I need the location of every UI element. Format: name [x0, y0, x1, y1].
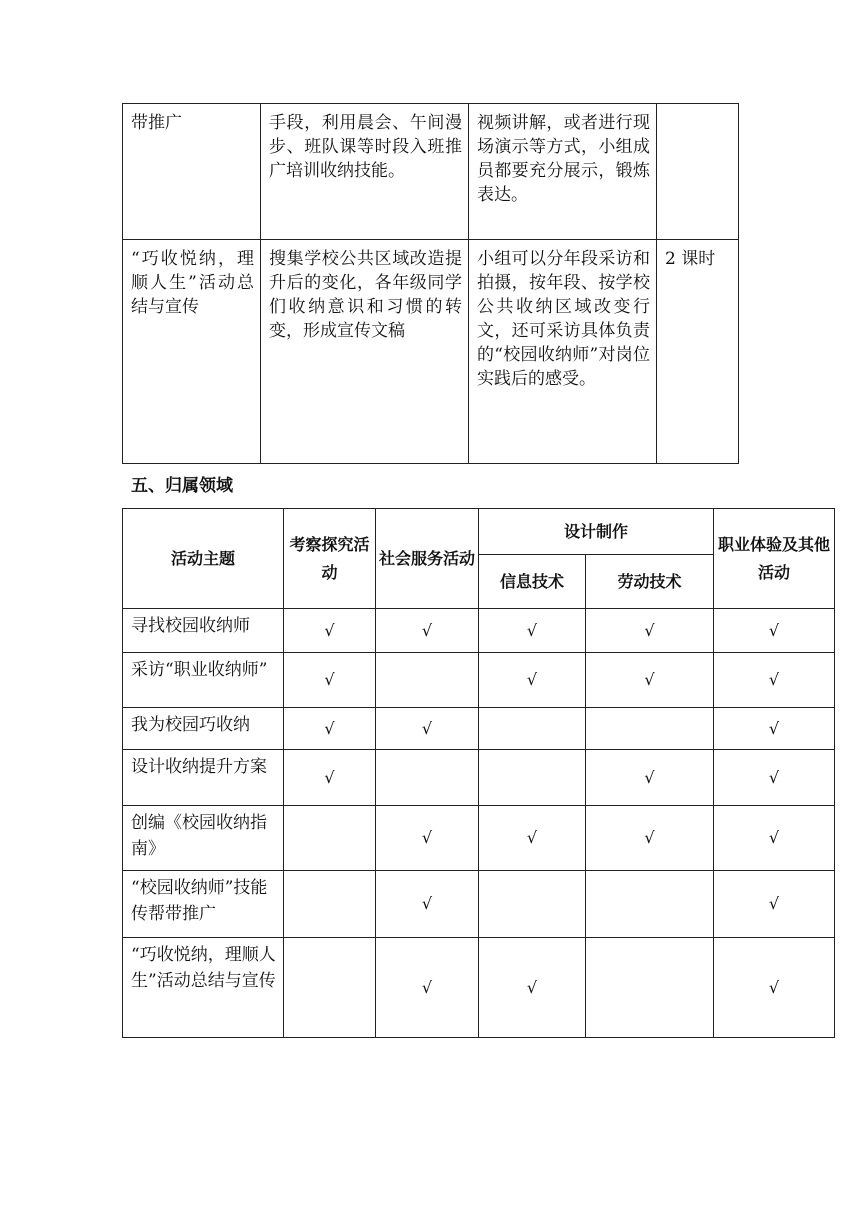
activity-plan-table: [122, 103, 739, 464]
header-info-tech: 信息技术: [479, 555, 586, 609]
check-mark-explore: √: [284, 750, 376, 806]
domain-row: [123, 806, 835, 871]
check-mark-career: √: [714, 653, 835, 708]
check-mark-labor-tech: √: [586, 750, 714, 806]
check-mark-service: √: [376, 871, 479, 938]
domain-row-topic: 采访“职业收纳师”: [123, 653, 284, 708]
check-mark-career: √: [714, 750, 835, 806]
check-mark-info-tech: [479, 750, 586, 806]
check-mark-career: √: [714, 609, 835, 653]
plan-activity-hours: [657, 104, 739, 240]
check-mark-labor-tech: √: [586, 653, 714, 708]
check-mark-info-tech: [479, 871, 586, 938]
section-heading: 五、归属领域: [131, 476, 233, 496]
plan-activity-name: “巧收悦纳，理顺人生”活动总结与宣传: [123, 240, 261, 464]
plan-activity-method: 小组可以分年段采访和拍摄，按年段、按学校公共收纳区域改变行文，还可采访具体负责的“校园收纳师”对岗位实践后的感受。: [469, 240, 657, 464]
check-mark-service: √: [376, 708, 479, 750]
domain-row-topic: 寻找校园收纳师: [123, 609, 284, 653]
check-mark-career: √: [714, 871, 835, 938]
domain-row: [123, 708, 835, 750]
check-mark-labor-tech: √: [586, 806, 714, 871]
check-mark-service: √: [376, 609, 479, 653]
check-mark-service: √: [376, 938, 479, 1038]
domain-row: [123, 609, 835, 653]
check-mark-explore: [284, 806, 376, 871]
check-mark-info-tech: √: [479, 938, 586, 1038]
check-mark-explore: √: [284, 609, 376, 653]
plan-row: [123, 240, 739, 464]
check-mark-labor-tech: [586, 938, 714, 1038]
check-mark-labor-tech: √: [586, 609, 714, 653]
plan-activity-method: 视频讲解，或者进行现场演示等方式，小组成员都要充分展示，锻炼表达。: [469, 104, 657, 240]
domain-row: [123, 750, 835, 806]
plan-activity-name: 带推广: [123, 104, 261, 240]
plan-row: [123, 104, 739, 240]
domain-row-topic: “巧收悦纳，理顺人生”活动总结与宣传: [123, 938, 284, 1038]
check-mark-career: √: [714, 938, 835, 1038]
header-design: 设计制作: [479, 509, 714, 555]
check-mark-info-tech: [479, 708, 586, 750]
check-mark-service: √: [376, 806, 479, 871]
plan-activity-hours: 2 课时: [657, 240, 739, 464]
header-career: 职业体验及其他活动: [714, 509, 835, 609]
check-mark-labor-tech: [586, 871, 714, 938]
domain-row-topic: “校园收纳师”技能传帮带推广: [123, 871, 284, 938]
check-mark-labor-tech: [586, 708, 714, 750]
check-mark-info-tech: √: [479, 609, 586, 653]
check-mark-service: [376, 653, 479, 708]
check-mark-explore: √: [284, 653, 376, 708]
domain-row: [123, 871, 835, 938]
plan-activity-content: 搜集学校公共区域改造提升后的变化，各年级同学们收纳意识和习惯的转变，形成宣传文稿: [261, 240, 469, 464]
domain-header-row: [123, 509, 835, 555]
domain-row: [123, 653, 835, 708]
check-mark-explore: [284, 871, 376, 938]
header-labor-tech: 劳动技术: [586, 555, 714, 609]
check-mark-service: [376, 750, 479, 806]
check-mark-career: √: [714, 708, 835, 750]
domain-table-body: [123, 609, 835, 1038]
check-mark-info-tech: √: [479, 806, 586, 871]
check-mark-explore: √: [284, 708, 376, 750]
check-mark-career: √: [714, 806, 835, 871]
domain-row-topic: 设计收纳提升方案: [123, 750, 284, 806]
header-explore: 考察探究活动: [284, 509, 376, 609]
header-topic: 活动主题: [123, 509, 284, 609]
domain-table: [122, 508, 835, 1038]
domain-row-topic: 创编《校园收纳指南》: [123, 806, 284, 871]
domain-row: [123, 938, 835, 1038]
plan-activity-content: 手段，利用晨会、午间漫步、班队课等时段入班推广培训收纳技能。: [261, 104, 469, 240]
check-mark-info-tech: √: [479, 653, 586, 708]
check-mark-explore: [284, 938, 376, 1038]
domain-row-topic: 我为校园巧收纳: [123, 708, 284, 750]
header-service: 社会服务活动: [376, 509, 479, 609]
